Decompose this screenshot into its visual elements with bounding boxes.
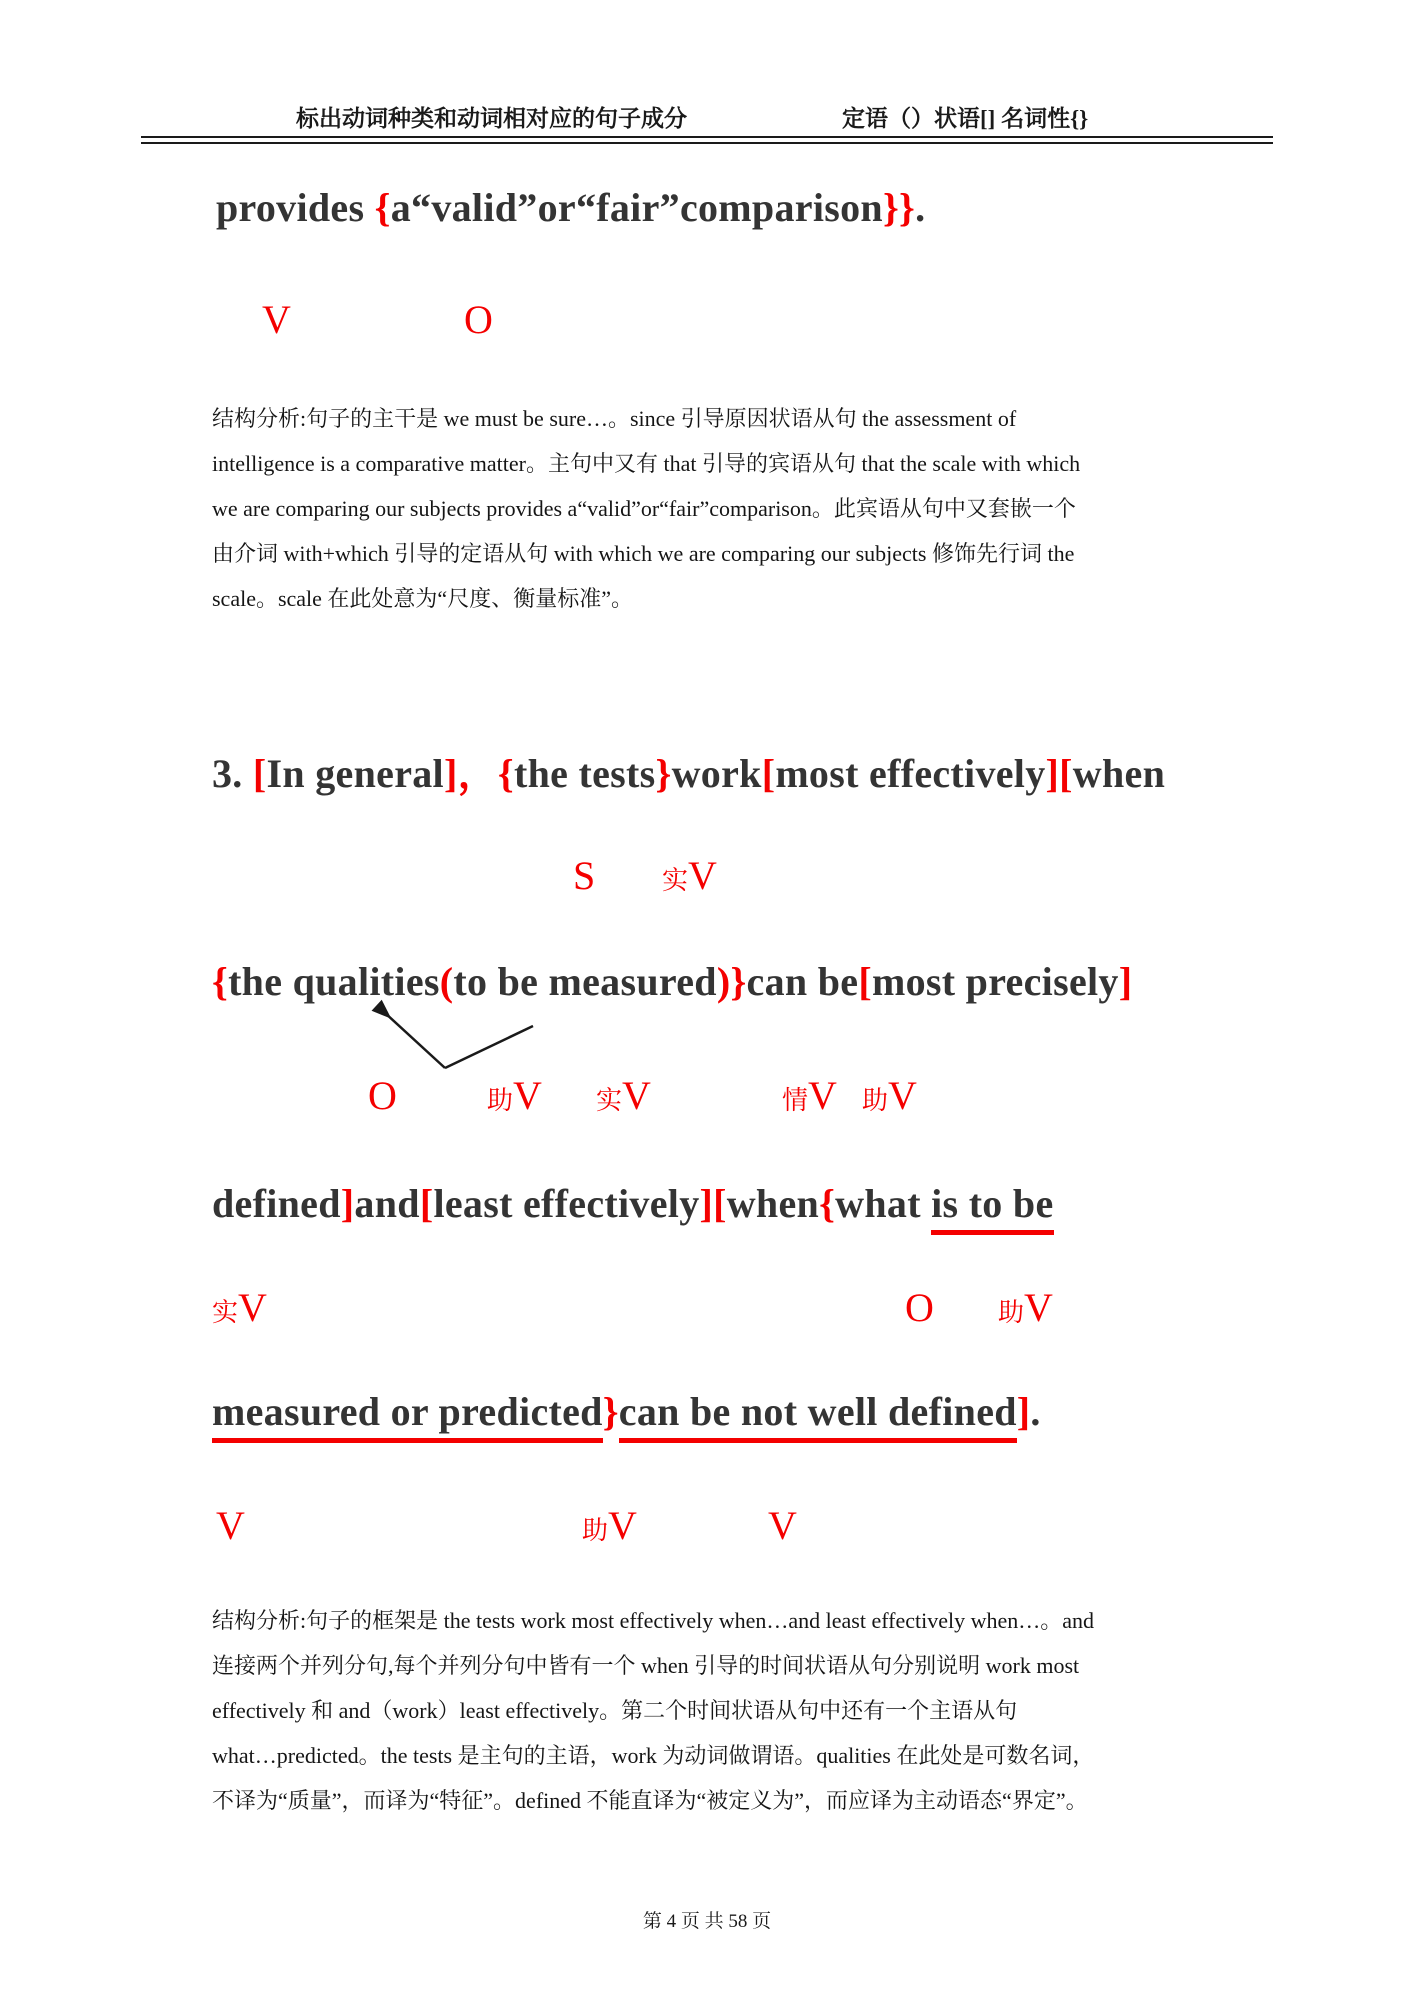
text-segment: can be not well defined xyxy=(619,1389,1017,1443)
label-zhu-cn: 助 xyxy=(998,1298,1025,1327)
label-o: O xyxy=(464,297,493,342)
label-shi-cn: 实 xyxy=(212,1298,239,1327)
text-segment: ] xyxy=(1118,959,1133,1004)
sentence3-line3 xyxy=(212,1180,1054,1227)
label-shi-cn: 实 xyxy=(662,866,689,895)
text-segment: the tests xyxy=(513,751,656,796)
label-qing-v xyxy=(782,1072,837,1119)
label-shi-cn: 实 xyxy=(596,1086,623,1115)
header-left-title: 标出动词种类和动词相对应的句子成分 xyxy=(296,106,687,131)
label-zhu-v xyxy=(862,1072,917,1119)
label-shi-v-letter: V xyxy=(688,853,717,898)
label-shi-v-letter: V xyxy=(238,1285,267,1330)
sentence3-line2 xyxy=(212,958,1132,1005)
text-segment: can be xyxy=(746,959,859,1004)
text-segment: 3. xyxy=(212,751,253,796)
text-segment: { xyxy=(212,959,229,1004)
label-zhu-v-letter: V xyxy=(888,1073,917,1118)
label-zhu-v xyxy=(582,1502,637,1549)
text-segment: { xyxy=(819,1181,836,1226)
analysis1-line: scale。scale 在此处意为“尺度、衡量标准”。 xyxy=(212,586,633,611)
analysis3-line: what…predicted。the tests 是主句的主语，work 为动词做谓语。qualities 在此处是可数名词， xyxy=(212,1743,1095,1768)
analysis1-line: we are comparing our subjects provides a“valid”or“fair”comparison。此宾语从句中又套嵌一个 xyxy=(212,496,1076,521)
label-zhu-v xyxy=(487,1072,542,1119)
text-segment: [ xyxy=(713,1181,727,1226)
label-shi-v xyxy=(212,1284,267,1331)
analysis1-line: intelligence is a comparative matter。主句中又有 that 引导的宾语从句 that the scale with which xyxy=(212,451,1081,476)
analysis3-line: 不译为“质量”，而译为“特征”。defined 不能直译为“被定义为”，而应译为主动语态“界定”。 xyxy=(212,1788,1088,1813)
analysis3-line: effectively 和 and（work）least effectively。第二个时间状语从句中还有一个主语从句 xyxy=(212,1698,1018,1723)
header-divider xyxy=(141,136,1273,144)
text-segment: . xyxy=(915,185,926,230)
text-segment: defined xyxy=(212,1181,341,1226)
text-segment: } xyxy=(602,1389,619,1434)
sentence1-line xyxy=(216,184,925,231)
text-segment: ) xyxy=(716,959,731,1004)
analysis1-line: 结构分析:句子的主干是 we must be sure…。since 引导原因状语从句 the assessment of xyxy=(212,406,1017,431)
analysis1-paragraph xyxy=(212,396,1227,621)
text-segment: } xyxy=(655,751,672,796)
text-segment: { xyxy=(497,751,514,796)
text-segment: ( xyxy=(439,959,454,1004)
text-segment: . xyxy=(1030,1389,1041,1434)
text-segment: provides xyxy=(216,185,375,230)
label-zhu-v-letter: V xyxy=(1024,1285,1053,1330)
annotation-arrow xyxy=(368,998,548,1082)
label-v: V xyxy=(216,1503,245,1548)
text-segment: work xyxy=(671,751,762,796)
text-segment: [ xyxy=(419,1181,434,1226)
label-shi-v xyxy=(662,852,717,899)
label-zhu-v-letter: V xyxy=(513,1073,542,1118)
text-segment: and xyxy=(354,1181,420,1226)
label-s: S xyxy=(573,853,596,898)
analysis3-line: 连接两个并列分句,每个并列分句中皆有一个 when 引导的时间状语从句分别说明 work most xyxy=(212,1653,1080,1678)
text-segment: when xyxy=(726,1181,820,1226)
analysis3-paragraph xyxy=(212,1598,1227,1823)
text-segment: a“valid”or“fair”comparison xyxy=(390,185,883,230)
text-segment: [ xyxy=(1059,751,1073,796)
text-segment: least effectively xyxy=(433,1181,700,1226)
text-segment: { xyxy=(374,185,391,230)
text-segment: what xyxy=(835,1181,932,1226)
text-segment: [ xyxy=(761,751,776,796)
analysis3-line: 结构分析:句子的框架是 the tests work most effectively when…and least effectively when…。and xyxy=(212,1608,1095,1633)
text-segment: }} xyxy=(882,185,916,230)
label-zhu-cn: 助 xyxy=(862,1086,889,1115)
label-shi-v-letter: V xyxy=(622,1073,651,1118)
text-segment: most effectively xyxy=(775,751,1046,796)
text-segment: ] xyxy=(1016,1389,1031,1434)
text-segment: ， xyxy=(457,751,498,796)
text-segment: ] xyxy=(699,1181,714,1226)
text-segment: In general xyxy=(266,751,444,796)
text-segment: most precisely xyxy=(871,959,1119,1004)
sentence3-line1 xyxy=(212,742,1165,799)
page-number: 第 4 页 共 58 页 xyxy=(642,1911,772,1932)
label-zhu-v-letter: V xyxy=(608,1503,637,1548)
label-o: O xyxy=(368,1073,397,1118)
text-segment: [ xyxy=(252,751,267,796)
label-shi-v xyxy=(596,1072,651,1119)
text-segment: the qualities xyxy=(228,959,440,1004)
text-segment: [ xyxy=(858,959,872,1004)
text-segment: is to be xyxy=(931,1181,1053,1235)
label-v: V xyxy=(262,297,291,342)
label-v: V xyxy=(768,1503,797,1548)
label-qing-v-letter: V xyxy=(808,1073,837,1118)
text-segment: ] xyxy=(340,1181,355,1226)
text-segment: to be measured xyxy=(453,959,717,1004)
text-segment: measured or predicted xyxy=(212,1389,603,1443)
sentence3-line4 xyxy=(212,1388,1041,1435)
label-o: O xyxy=(905,1285,934,1330)
text-segment: } xyxy=(730,959,747,1004)
text-segment: ] xyxy=(1045,751,1060,796)
label-qing-cn: 情 xyxy=(782,1086,809,1115)
analysis1-line: 由介词 with+which 引导的定语从句 with which we are comparing our subjects 修饰先行词 the xyxy=(212,541,1075,566)
text-segment: when xyxy=(1072,751,1166,796)
label-zhu-cn: 助 xyxy=(487,1086,514,1115)
label-zhu-cn: 助 xyxy=(582,1516,609,1545)
header-right-legend: 定语（）状语[] 名词性{} xyxy=(842,106,1089,131)
text-segment: ] xyxy=(443,751,458,796)
label-zhu-v xyxy=(998,1284,1053,1331)
